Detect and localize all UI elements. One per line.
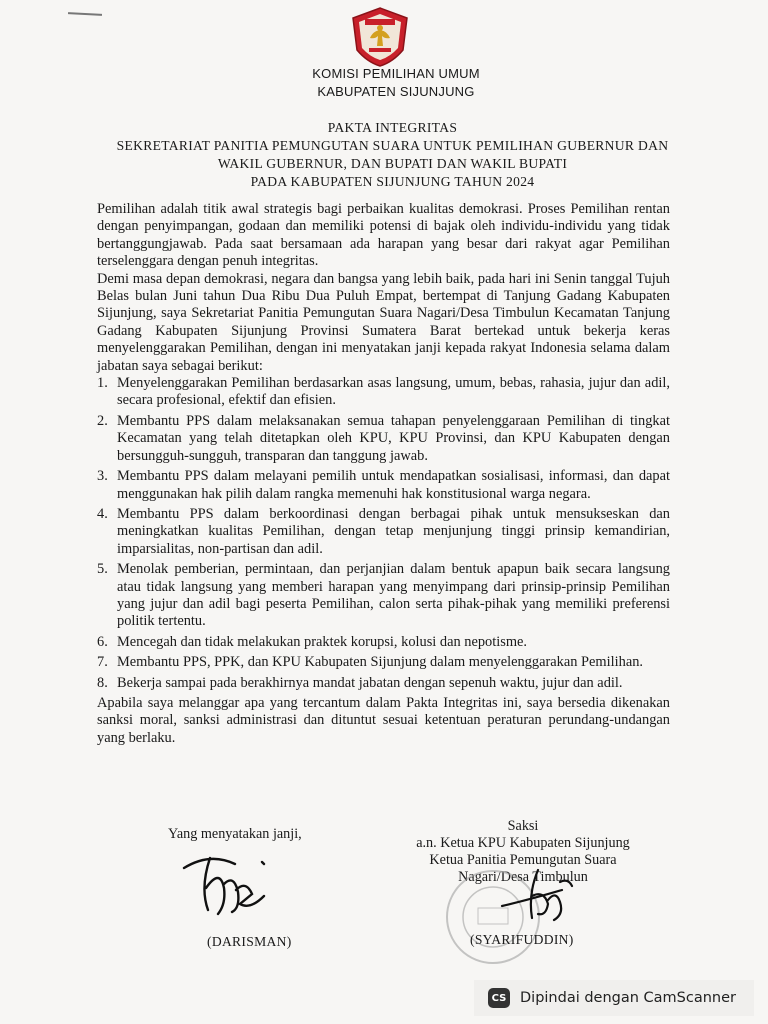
declarant-label: Yang menyatakan janji,	[168, 826, 302, 842]
witness-role-3: Nagari/Desa Timbulun	[458, 869, 588, 885]
list-item-number: 2.	[97, 412, 108, 429]
doc-subtitle-1: SEKRETARIAT PANITIA PEMUNGUTAN SUARA UNTUK PEMILIHAN GUBERNUR DAN	[116, 138, 669, 153]
list-item	[97, 506, 670, 558]
intro-paragraph: Pemilihan adalah titik awal strategis bagi perbaikan kualitas demokrasi. Proses Pemilihan rentan dengan penyimpangan, godaan dan memiliki potensi di bajak oleh individu-individu yang tidak bertanggungjawab. Pada saat bersamaan ada harapan yang besar dari rakyat agar Pemilihan terselenggara dengan penuh integritas.	[97, 201, 670, 270]
list-item	[97, 675, 670, 692]
list-item-text: Menolak pemberian, permintaan, dan perjanjian dalam bentuk apapun baik secara langsung atau tidak langsung yang memberi harapan yang menyimpang dari prinsip-prinsip Pemilihan yang jujur dan adil bagi peserta Pemilihan, calon serta pihak-pihak yang memiliki preferensi politik tertentu.	[117, 561, 670, 630]
witness-role-1: a.n. Ketua KPU Kabupaten Sijunjung	[416, 835, 630, 851]
commitment-list	[97, 375, 670, 692]
list-item-text: Membantu PPS dalam berkoordinasi dengan berbagai pihak untuk mensukseskan dan meningkatkan kualitas Pemilihan, dengan tetap menjunjung tinggi prinsip kemandirian, imparsialitas, non-partisan dan adil.	[117, 505, 670, 557]
list-item-text: Membantu PPS dalam melaksanakan semua tahapan penyelenggaraan Pemilihan di tingkat Kecamatan yang telah ditetapkan oleh KPU, KPU Provinsi, dan KPU Kabupaten dengan bersungguh-sungguh, transparan dan tanggung jawab.	[117, 412, 670, 464]
org-name: KOMISI PEMILIHAN UMUM	[312, 66, 480, 81]
declaration-paragraph: Demi masa depan demokrasi, negara dan bangsa yang lebih baik, pada hari ini Senin tanggal Tujuh Belas bulan Juni tahun Dua Ribu Dua Puluh Empat, bertempat di Tanjung Gadang Kabupaten Sijunjung, saya Sekretariat Panitia Pemungutan Suara Nagari/Desa Timbulun Kecamatan Tanjung Gadang Kabupaten Sijunjung Provinsi Sumatera Barat bertekad untuk bekerja keras menyelenggarakan Pemilihan, dengan ini menyatakan janji kepada rakyat Indonesia selama dalam jabatan saya sebagai berikut:	[97, 270, 670, 374]
list-item	[97, 413, 670, 465]
list-item-number: 4.	[97, 505, 108, 522]
list-item	[97, 468, 670, 503]
camscanner-icon: CS	[488, 988, 510, 1008]
list-item	[97, 654, 670, 671]
list-item	[97, 561, 670, 631]
list-item-number: 3.	[97, 468, 108, 485]
kpu-logo	[349, 6, 411, 68]
list-item-number: 8.	[97, 674, 108, 691]
list-item-number: 6.	[97, 633, 108, 650]
witness-role-2: Ketua Panitia Pemungutan Suara	[429, 852, 617, 868]
camscanner-label: Dipindai dengan CamScanner	[520, 990, 737, 1006]
doc-title: PAKTA INTEGRITAS	[327, 120, 458, 135]
witness-name: (SYARIFUDDIN)	[470, 932, 574, 947]
list-item	[97, 375, 670, 410]
witness-signature	[498, 860, 578, 930]
list-item-text: Mencegah dan tidak melakukan praktek korupsi, kolusi dan nepotisme.	[117, 633, 528, 650]
camscanner-badge	[474, 980, 754, 1016]
list-item-number: 7.	[97, 654, 108, 671]
list-item-number: 5.	[97, 561, 108, 578]
scan-artifact-mark	[68, 12, 102, 16]
list-item-text: Membantu PPS dalam melayani pemilih untuk mendapatkan sosialisasi, informasi, dan dapat menggunakan hak pilih dalam rangka memenuhi hak konstitusional warga negara.	[117, 468, 670, 502]
declarant-signature	[180, 848, 270, 920]
list-item	[97, 634, 670, 651]
list-item-text: Membantu PPS, PPK, dan KPU Kabupaten Sijunjung dalam menyelenggarakan Pemilihan.	[117, 654, 643, 671]
doc-subtitle-2: WAKIL GUBERNUR, DAN BUPATI DAN WAKIL BUPATI	[217, 156, 568, 171]
closing-paragraph: Apabila saya melanggar apa yang tercantum dalam Pakta Integritas ini, saya bersedia dikenakan sanksi moral, sanksi administrasi dan dituntut sesuai ketentuan peraturan perundang-undangan yang berlaku.	[97, 694, 670, 746]
doc-subtitle-3: PADA KABUPATEN SIJUNJUNG TAHUN 2024	[250, 174, 535, 189]
list-item-text: Bekerja sampai pada berakhirnya mandat jabatan dengan sepenuh waktu, jujur dan adil.	[117, 674, 623, 691]
list-item-text: Menyelenggarakan Pemilihan berdasarkan asas langsung, umum, bebas, rahasia, jujur dan adil, secara profesional, efektif dan efisien.	[117, 375, 670, 409]
org-regency: KABUPATEN SIJUNJUNG	[317, 84, 475, 99]
list-item-number: 1.	[97, 375, 108, 392]
declarant-name: (DARISMAN)	[207, 934, 292, 949]
witness-label: Saksi	[507, 818, 539, 834]
document-body	[97, 201, 670, 747]
